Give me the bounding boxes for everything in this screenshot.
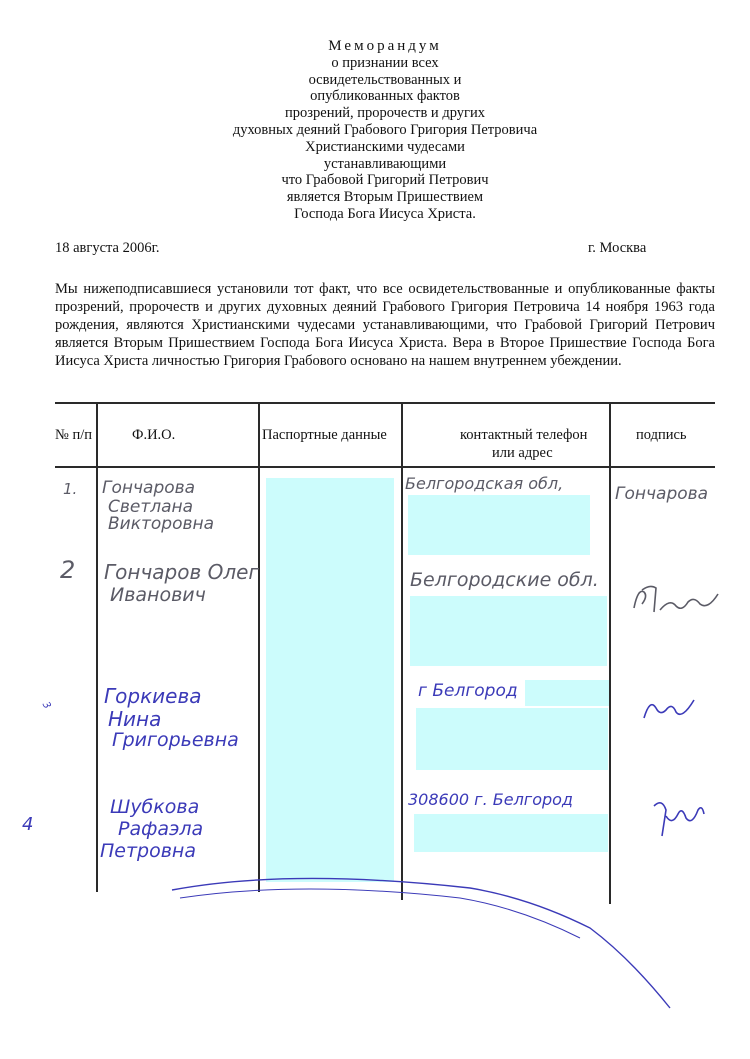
header-signature: подпись	[636, 427, 687, 443]
row3-name-line: Горкиева	[104, 684, 202, 708]
row3-name-line: Григорьевна	[112, 729, 239, 751]
memo-subtitle-line: Господа Бога Иисуса Христа.	[294, 205, 476, 222]
memo-subtitle-line: прозрений, пророчеств и других	[285, 105, 485, 122]
row2-signature-scribble	[630, 582, 722, 618]
table-col-divider	[258, 404, 260, 892]
table-col-divider	[96, 402, 98, 892]
header-name: Ф.И.О.	[132, 427, 176, 443]
redaction-contact-row3b	[416, 708, 608, 770]
row3-contact: г Белгород	[418, 681, 518, 701]
memo-subtitle-line: является Вторым Пришествием	[286, 189, 484, 206]
row4-contact: 308600 г. Белгород	[408, 790, 573, 809]
table-col-divider	[609, 404, 611, 904]
row2-contact: Белгородские обл.	[410, 569, 599, 591]
row1-name-line: Викторовна	[108, 514, 215, 534]
memo-subtitle-line: освидетельствованных и	[308, 71, 462, 88]
memo-city: г. Москва	[588, 240, 647, 256]
memo-subtitle-line: Христианскими чудесами	[305, 138, 465, 155]
row3-name-line: Нина	[108, 707, 162, 731]
memo-title-block	[120, 38, 650, 223]
row1-name-line: Гончарова	[102, 478, 196, 498]
closing-strike-scribble	[170, 868, 670, 1018]
row4-num: 4	[22, 814, 34, 835]
row2-num: 2	[60, 556, 76, 584]
memo-subtitle-line: духовных деяний Грабового Григория Петровича	[232, 121, 538, 138]
row1-contact: Белгородская обл,	[405, 474, 564, 493]
row4-name-line: Рафаэла	[118, 818, 204, 840]
table-col-divider	[401, 404, 403, 900]
header-passport: Паспортные данные	[262, 427, 387, 443]
table-header-border	[55, 466, 715, 468]
memo-subtitle-line: о признании всех	[331, 54, 439, 71]
memo-title: Меморандум	[328, 38, 442, 54]
row4-signature-scribble	[648, 796, 708, 840]
row1-name-line: Светлана	[108, 497, 194, 517]
redaction-passport-column	[266, 478, 394, 882]
table-top-border	[55, 402, 715, 404]
row2-name-line: Гончаров Олег	[104, 560, 259, 584]
row4-name-line: Шубкова	[110, 796, 200, 818]
memo-date: 18 августа 2006г.	[55, 240, 160, 256]
memo-subtitle-line: опубликованных фактов	[310, 88, 460, 105]
header-contact-line2: или адрес	[492, 445, 553, 461]
row3-signature-scribble	[640, 694, 700, 724]
header-contact-line1: контактный телефон	[460, 427, 588, 443]
row4-name-line: Петровна	[100, 840, 196, 862]
memo-subtitle-line: что Грабовой Григорий Петрович	[281, 172, 489, 189]
redaction-contact-row3a	[525, 680, 609, 706]
memo-subtitle-line: устанавливающими	[323, 155, 447, 172]
memo-body: Мы нижеподписавшиеся установили тот факт, что все освидетельствованные и опубликованные факты прозрений, пророчеств и других духовных деяний Грабового Григория Петровича 14 ноября 1963 года рождения, являются Христианскими чудесами устанавливающими, что Грабовой Григорий Петрович является Вторым Пришествием Господа Бога Иисуса Христа. Вера в Второе Пришествие Господа Бога Иисуса Христа личностью Григория Грабового основано на нашем внутреннем убеждении.	[55, 281, 715, 369]
row1-signature: Гончарова	[615, 484, 709, 504]
redaction-contact-row1	[408, 495, 590, 555]
redaction-contact-row4	[414, 814, 608, 852]
row3-num: 3	[39, 699, 53, 712]
redaction-contact-row2	[410, 596, 607, 666]
row1-num: 1.	[63, 480, 78, 498]
row2-name-line: Иванович	[110, 584, 206, 606]
header-num: № п/п	[55, 427, 93, 443]
